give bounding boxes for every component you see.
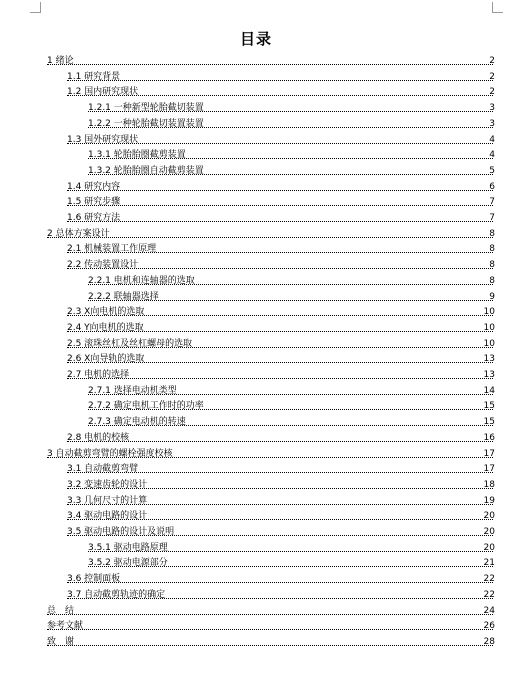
toc-entry-page-number: 8 [489, 275, 495, 286]
toc-entry-title: 致 谢 [47, 636, 75, 647]
toc-entry-title: 总 结 [47, 605, 75, 616]
toc-entry-title: 2.7.3 确定电动机的转速 [88, 417, 186, 428]
toc-entry-page-number: 15 [483, 401, 495, 412]
toc-entry-page-number: 21 [483, 558, 495, 569]
crop-mark-top-left [30, 2, 41, 13]
toc-entry[interactable] [0, 290, 512, 304]
toc-entry-title: 2.7 电机的选择 [67, 370, 130, 380]
toc-leader-dots [47, 629, 493, 630]
toc-entry[interactable] [0, 384, 512, 398]
toc-entry-title: 2.3 X向电机的选取 [67, 307, 145, 318]
toc-entry-title: 3.6 控制面板 [67, 574, 121, 585]
toc-entry-page-number: 7 [489, 213, 495, 223]
toc-leader-dots [67, 190, 493, 191]
toc-entry[interactable] [0, 101, 512, 115]
toc-entry[interactable] [0, 525, 512, 539]
toc-entry[interactable] [0, 619, 512, 633]
toc-entry-page-number: 13 [483, 354, 495, 365]
toc-entry-page-number: 18 [483, 479, 495, 490]
toc-entry[interactable] [0, 274, 512, 288]
toc-entry-title: 3.4 驱动电路的设计 [67, 511, 148, 522]
toc-entry-title: 2.1 机械装置工作原理 [67, 244, 157, 255]
toc-entry-page-number: 10 [483, 322, 495, 333]
toc-entry[interactable] [0, 195, 512, 209]
toc-entry-page-number: 24 [483, 605, 495, 616]
toc-leader-dots [47, 614, 493, 615]
toc-entry-title: 2.2.1 电机和连轴器的选取 [88, 275, 195, 286]
toc-entry[interactable] [0, 368, 512, 382]
toc-entry[interactable] [0, 85, 512, 99]
toc-entry-title: 2 总体方案设计 [47, 228, 110, 239]
toc-entry-page-number: 20 [483, 527, 495, 537]
toc-entry-title: 1.5 研究步骤 [67, 197, 121, 208]
toc-entry-title: 2.2.2 联轴器选择 [88, 291, 159, 302]
toc-leader-dots [67, 441, 493, 442]
toc-entry-title: 2.6 X向导轨的选取 [67, 354, 145, 365]
toc-leader-dots [47, 64, 493, 65]
toc-entry-page-number: 10 [483, 307, 495, 318]
toc-entry[interactable] [0, 447, 512, 461]
toc-entry[interactable] [0, 133, 512, 147]
toc-entry-title: 2.8 电机的校核 [67, 432, 130, 443]
toc-leader-dots [47, 237, 493, 238]
toc-entry-page-number: 20 [483, 511, 495, 522]
toc-entry[interactable] [0, 541, 512, 555]
toc-leader-dots [47, 645, 493, 646]
toc-entry[interactable] [0, 70, 512, 84]
toc-entry-page-number: 7 [489, 197, 495, 208]
toc-entry-page-number: 13 [483, 370, 495, 380]
toc-leader-dots [67, 80, 493, 81]
toc-entry-title: 3.2 变速齿轮的设计 [67, 479, 148, 490]
toc-entry-title: 3 自动截剪弯臂的螺栓强度校核 [47, 448, 173, 459]
toc-entry-title: 2.7.1 选择电动机类型 [88, 385, 177, 396]
page-title: 目录 [239, 30, 272, 48]
toc-entry-page-number: 10 [483, 338, 495, 349]
toc-entry-title: 2.2 传动装置设计 [67, 260, 139, 271]
toc-entry[interactable] [0, 431, 512, 445]
toc-entry[interactable] [0, 399, 512, 413]
toc-entry[interactable] [0, 321, 512, 335]
toc-entry-title: 3.5 驱动电路的设计及说明 [67, 527, 175, 537]
toc-entry-title: 1.1 研究背景 [67, 71, 121, 82]
toc-entry-page-number: 3 [489, 118, 495, 129]
toc-entry-page-number: 14 [483, 385, 495, 396]
toc-entry-title: 3.3 几何尺寸的计算 [67, 495, 148, 506]
toc-entry-page-number: 4 [489, 134, 495, 145]
crop-mark-top-right [492, 2, 503, 13]
toc-entry-title: 1.6 研究方法 [67, 213, 121, 223]
toc-entry[interactable] [0, 305, 512, 319]
toc-entry-title: 3.5.1 驱动电路原理 [88, 542, 168, 553]
toc-entry-title: 1.3 国外研究现状 [67, 134, 139, 145]
toc-entry-page-number: 19 [483, 495, 495, 506]
toc-entry-page-number: 8 [489, 260, 495, 271]
toc-entry-page-number: 17 [483, 464, 495, 475]
toc-entry-title: 参考文献 [47, 621, 84, 632]
toc-entry[interactable] [0, 117, 512, 131]
toc-entry-page-number: 22 [483, 574, 495, 585]
toc-entry[interactable] [0, 415, 512, 429]
toc-entry-title: 2.5 滚珠丝杠及丝杠螺母的选取 [67, 338, 193, 349]
toc-entry-title: 1.2.2 一种轮胎截切装置装置 [88, 118, 204, 129]
toc-entry-page-number: 8 [489, 228, 495, 239]
toc-entry[interactable] [0, 164, 512, 178]
toc-entry[interactable] [0, 352, 512, 366]
toc-entry[interactable] [0, 180, 512, 194]
toc-entry-page-number: 2 [489, 56, 495, 66]
toc-entry[interactable] [0, 494, 512, 508]
toc-entry-title: 1.2.1 一种新型轮胎截切装置 [88, 103, 204, 114]
toc-leader-dots [67, 378, 493, 379]
toc-entry-title: 3.5.2 驱动电源部分 [88, 558, 168, 569]
toc-entry-page-number: 17 [483, 448, 495, 459]
toc-leader-dots [67, 221, 493, 222]
toc-entry[interactable] [0, 604, 512, 618]
toc-entry[interactable] [0, 635, 512, 649]
toc-leader-dots [67, 205, 493, 206]
toc-entry-title: 3.1 自动截剪弯臂 [67, 464, 139, 475]
toc-entry[interactable] [0, 211, 512, 225]
toc-entry[interactable] [0, 242, 512, 256]
toc-entry-title: 1 绪论 [47, 56, 74, 66]
toc-entry[interactable] [0, 258, 512, 272]
toc-entry[interactable] [0, 556, 512, 570]
toc-entry[interactable] [0, 227, 512, 241]
toc-entry[interactable] [0, 572, 512, 586]
toc-entry-title: 1.4 研究内容 [67, 181, 121, 192]
toc-entry-page-number: 20 [483, 542, 495, 553]
toc-entry[interactable] [0, 148, 512, 162]
toc-entry-page-number: 2 [489, 87, 495, 98]
toc-entry-page-number: 15 [483, 417, 495, 428]
toc-entry[interactable] [0, 588, 512, 602]
toc-entry-page-number: 22 [483, 589, 495, 600]
toc-entry-page-number: 4 [489, 150, 495, 161]
toc-entry[interactable] [0, 509, 512, 523]
toc-entry-title: 1.3.2 轮胎胎圈自动截剪装置 [88, 165, 204, 176]
toc-entry-title: 1.2 国内研究现状 [67, 87, 139, 98]
toc-entry-title: 2.4 Y向电机的选取 [67, 322, 144, 333]
toc-entry[interactable] [0, 54, 512, 68]
toc-entry[interactable] [0, 462, 512, 476]
toc-entry-page-number: 26 [483, 621, 495, 632]
toc-entry-page-number: 2 [489, 71, 495, 82]
toc-entry-title: 3.7 自动截剪轨迹的确定 [67, 589, 166, 600]
toc-entry[interactable] [0, 478, 512, 492]
toc-entry-page-number: 28 [483, 636, 495, 647]
toc-entry-page-number: 3 [489, 103, 495, 114]
toc-entry-page-number: 5 [489, 165, 495, 176]
toc-entry-title: 1.3.1 轮胎胎圈截剪装置 [88, 150, 186, 161]
toc-entry-page-number: 8 [489, 244, 495, 255]
toc-entry[interactable] [0, 337, 512, 351]
toc-entry-page-number: 16 [483, 432, 495, 443]
toc-leader-dots [67, 582, 493, 583]
toc-entry-page-number: 6 [489, 181, 495, 192]
toc-entry-page-number: 9 [489, 291, 495, 302]
toc-entry-title: 2.7.2 确定电机工作时的功率 [88, 401, 204, 412]
